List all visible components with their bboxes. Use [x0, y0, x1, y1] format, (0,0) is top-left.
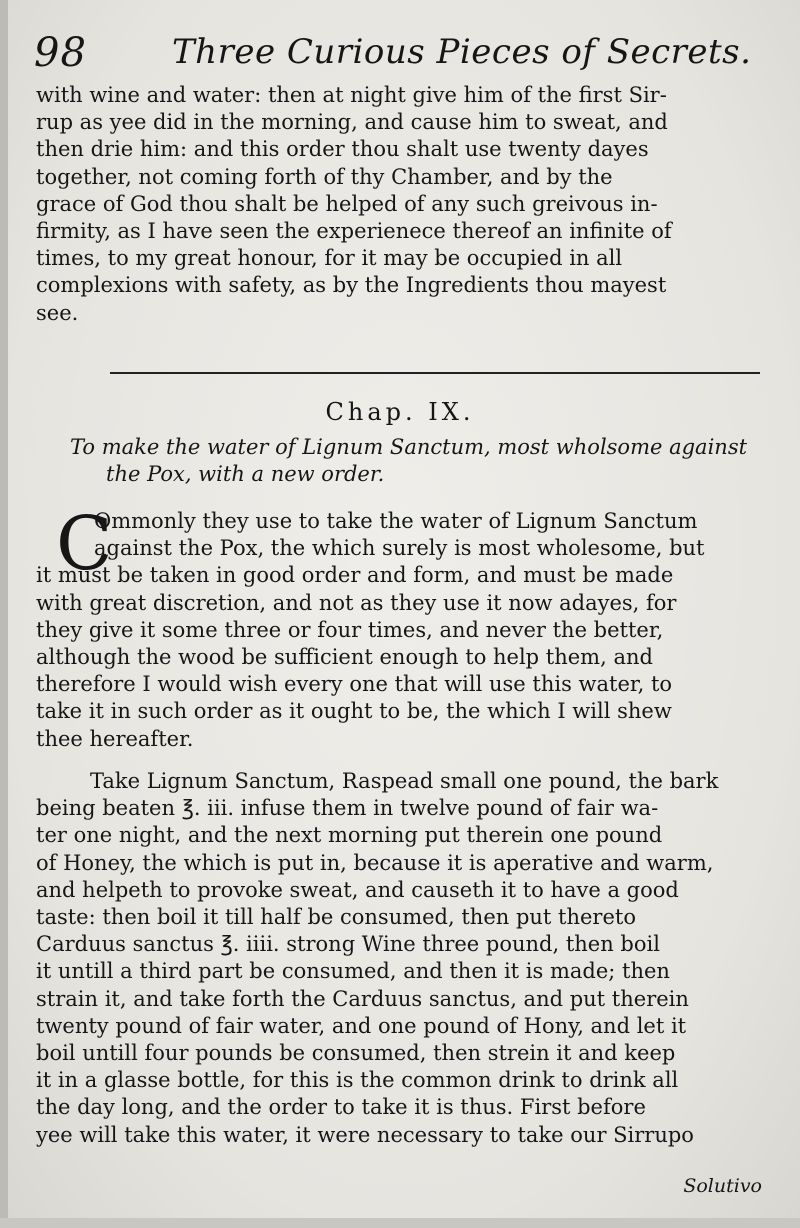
text-line: of Honey, the which is put in, because it is aperative and warm, [36, 850, 714, 875]
running-title: Three Curious Pieces of Secrets. [172, 32, 752, 72]
text-line: thee hereafter. [36, 726, 194, 751]
paragraph-2 [36, 501, 752, 753]
text-line: with great discretion, and not as they use it now adayes, for [36, 590, 677, 615]
section-divider [110, 372, 760, 374]
paragraph-1 [36, 82, 752, 327]
text-line: twenty pound of fair water, and one pound of Hony, and let it [36, 1013, 687, 1038]
text-line: then drie him: and this order thou shalt use twenty dayes [36, 137, 649, 162]
text-line: grace of God thou shalt be helped of any such greivous in- [36, 191, 658, 216]
text-line: it must be taken in good order and form, and must be made [36, 563, 674, 588]
page-number: 98 [34, 30, 87, 76]
text-line: the day long, and the order to take it is thus. First before [36, 1095, 646, 1120]
catchword: Solutivo [683, 1175, 762, 1197]
drop-cap: C [56, 501, 113, 587]
page-header [32, 24, 772, 84]
text-line: being beaten ℥. iii. infuse them in twelve pound of fair wa- [36, 796, 659, 821]
text-line: boil untill four pounds be consumed, then strein it and keep [36, 1041, 676, 1066]
text-line: although the wood be sufficient enough to help them, and [36, 645, 653, 670]
text-line: taste: then boil it till half be consumed, then put thereto [36, 905, 636, 930]
text-line: Carduus sanctus ℥. iiii. strong Wine three pound, then boil [36, 932, 660, 957]
text-line: and helpeth to provoke sweat, and causeth it to have a good [36, 877, 679, 902]
chapter-title-line-2: the Pox, with a new order. [106, 462, 385, 486]
text-line: times, to my great honour, for it may be occupied in all [36, 246, 623, 271]
text-line: together, not coming forth of thy Chamber, and by the [36, 164, 613, 189]
text-line: against the Pox, the which surely is most wholesome, but [94, 536, 705, 561]
text-line: rup as yee did in the morning, and cause him to sweat, and [36, 110, 668, 135]
text-line: with wine and water: then at night give him of the first Sir- [36, 83, 667, 107]
chapter-title-line-1: To make the water of Lignum Sanctum, most wholsome against [70, 435, 748, 459]
text-line: therefore I would wish every one that will use this water, to [36, 672, 673, 697]
text-line: ter one night, and the next morning put therein one pound [36, 823, 663, 848]
text-line: they give it some three or four times, and never the better, [36, 617, 664, 642]
chapter-title [70, 434, 770, 488]
text-line: see. [36, 300, 79, 325]
page-edge-shadow [0, 0, 8, 1228]
text-line: yee will take this water, it were necessary to take our Sirrupo [36, 1122, 694, 1147]
text-line: Take Lignum Sanctum, Raspead small one pound, the bark [90, 769, 719, 793]
text-line: firmity, as I have seen the experienece thereof an infinite of [36, 219, 672, 244]
page-bottom-edge [0, 1218, 800, 1228]
chapter-heading: Chap. IX. [325, 398, 475, 426]
text-line: strain it, and take forth the Carduus sanctus, and put therein [36, 986, 689, 1011]
text-line: it in a glasse bottle, for this is the common drink to drink all [36, 1068, 679, 1093]
text-line: Ommonly they use to take the water of Lignum Sanctum [94, 509, 698, 533]
text-line: complexions with safety, as by the Ingredients thou mayest [36, 273, 667, 298]
text-line: take it in such order as it ought to be, the which I will shew [36, 699, 672, 724]
paragraph-3 [36, 768, 752, 1149]
text-line: it untill a third part be consumed, and then it is made; then [36, 959, 670, 984]
